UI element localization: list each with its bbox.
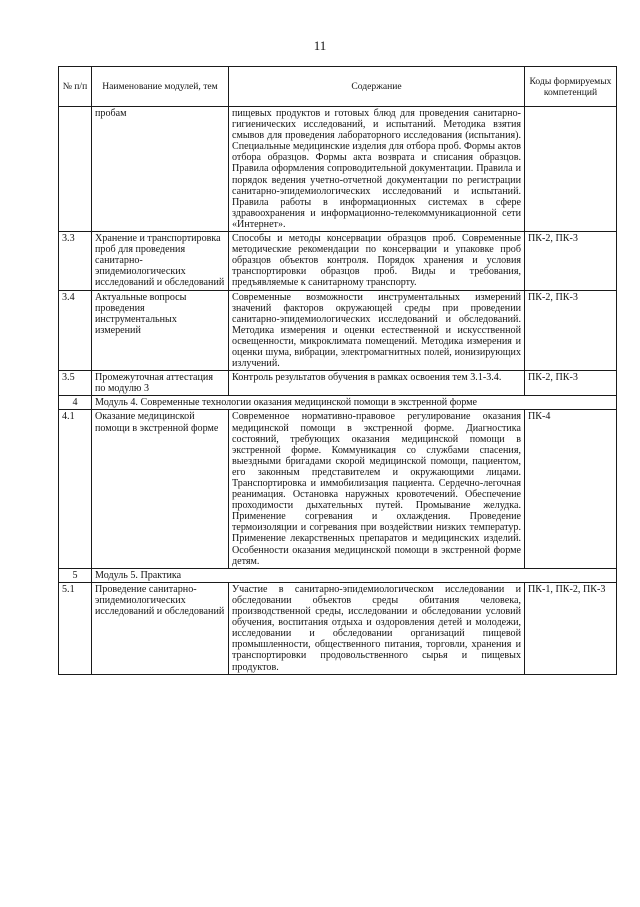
row-num: 4.1	[59, 410, 92, 568]
header-content: Содержание	[229, 67, 525, 107]
row-name: Актуальные вопросы проведения инструментальных измерений	[92, 290, 229, 371]
row-num: 3.3	[59, 232, 92, 290]
row-num: 3.4	[59, 290, 92, 371]
row-content: Контроль результатов обучения в рамках освоения тем 3.1-3.4.	[229, 371, 525, 396]
curriculum-table	[58, 66, 617, 675]
row-content: Современные возможности инструментальных измерений значений факторов окружающей среды при проведении санитарно-эпидемиологических исследований и обследований. Методика измерения и оценки естественной и искусственной освещенности, микроклимата помещений. Методика измерения и оценки шума, вибрации, электромагнитных полей, ионизирующих излучений.	[229, 290, 525, 371]
module-row	[59, 568, 617, 582]
header-num: № п/п	[59, 67, 92, 107]
row-codes: ПК-4	[525, 410, 617, 568]
row-num: 3.5	[59, 371, 92, 396]
row-codes: ПК-2, ПК-3	[525, 290, 617, 371]
row-content: пищевых продуктов и готовых блюд для проведения санитарно-гигиенических исследований, и испытаний. Методика взятия смывов для проведения лабораторного исследования (испытания). Специальные медицинские изделия для отбора проб. Формы актов отбора образцов. Формы акта возврата и списания образцов. Правила оформления сопроводительной документации. Правила и порядок ведения учетно-отчетной документации по регистрации санитарно-эпидемиологических исследований и испытаний. Правила работы в информационных системах в сфере здравоохранения и информационно-телекоммуникационной сети «Интернет».	[229, 107, 525, 232]
row-codes: ПК-2, ПК-3	[525, 232, 617, 290]
row-codes: ПК-2, ПК-3	[525, 371, 617, 396]
row-content: Современное нормативно-правовое регулирование оказания медицинской помощи в экстренной форме. Диагностика состояний, требующих оказания медицинской помощи в экстренной форме. Коммуникация со службами спасения, выездными бригадами скорой медицинской помощи, пациентом, его законным представителем и окружающими лицами. Транспортировка и иммобилизация пациента. Сердечно-легочная реанимация. Остановка наружных кровотечений. Обеспечение проходимости дыхательных путей. Промывание желудка. Применение согревания и охлаждения. Проведение термоизоляции и согревания при воздействии низких температур. Применение лекарственных препаратов и медицинских изделий. Особенности оказания медицинской помощи в экстренной форме детям.	[229, 410, 525, 568]
module-title: Модуль 4. Современные технологии оказания медицинской помощи в экстренной форме	[92, 396, 617, 410]
table-row	[59, 371, 617, 396]
header-name: Наименование модулей, тем	[92, 67, 229, 107]
row-content: Способы и методы консервации образцов проб. Современные методические рекомендации по консервации и упаковке проб образцов объектов контроля. Порядок хранения и условия транспортировки образцов проб. Виды и требования, предъявляемые к санитарному транспорту.	[229, 232, 525, 290]
row-codes	[525, 107, 617, 232]
table-row	[59, 410, 617, 568]
table-header-row	[59, 67, 617, 107]
row-name: Хранение и транспортировка проб для проведения санитарно-эпидемиологических исследований и обследований	[92, 232, 229, 290]
module-row	[59, 396, 617, 410]
row-name: пробам	[92, 107, 229, 232]
row-name: Проведение санитарно-эпидемиологических исследований и обследований	[92, 582, 229, 674]
table-row	[59, 107, 617, 232]
module-num: 4	[59, 396, 92, 410]
row-codes: ПК-1, ПК-2, ПК-3	[525, 582, 617, 674]
table-row	[59, 290, 617, 371]
module-num: 5	[59, 568, 92, 582]
page-number: 11	[313, 38, 327, 53]
module-title: Модуль 5. Практика	[92, 568, 617, 582]
table-row	[59, 582, 617, 674]
table-row	[59, 232, 617, 290]
header-codes: Коды формируемых компетенций	[525, 67, 617, 107]
row-num: 5.1	[59, 582, 92, 674]
row-name: Промежуточная аттестация по модулю 3	[92, 371, 229, 396]
row-name: Оказание медицинской помощи в экстренной форме	[92, 410, 229, 568]
row-num	[59, 107, 92, 232]
row-content: Участие в санитарно-эпидемиологическом исследовании и обследовании объектов среды обитания человека, производственной среды, исследовании и обследовании условий обучения, воспитания отдыха и оздоровления детей и молодежи, исследовании и обследовании организаций пищевой промышленности, общественного питания, торговли, хранения и транспортировки продовольственного сырья и пищевых продуктов.	[229, 582, 525, 674]
